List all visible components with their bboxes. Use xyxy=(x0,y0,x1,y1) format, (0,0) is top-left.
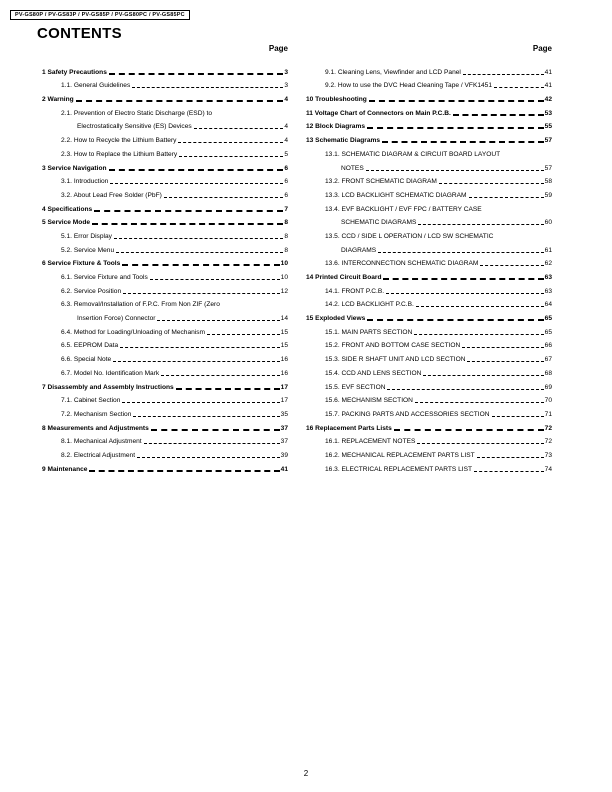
dot-leader xyxy=(110,183,283,184)
dot-leader xyxy=(109,169,284,171)
toc-entry[interactable] xyxy=(42,405,288,419)
toc-entry-title: 16.2. MECHANICAL REPLACEMENT PARTS LIST xyxy=(325,451,475,459)
toc-entry-page: 16 xyxy=(280,356,288,364)
toc-entry-page: 74 xyxy=(544,465,552,473)
toc-entry[interactable] xyxy=(42,460,288,474)
dot-leader xyxy=(207,334,280,335)
dot-leader xyxy=(144,443,280,444)
toc-entry-page: 41 xyxy=(280,465,288,473)
toc-entry[interactable] xyxy=(42,419,288,433)
toc-entry-page: 16 xyxy=(280,369,288,377)
toc-entry[interactable] xyxy=(306,131,552,145)
toc-entry-title: SCHEMATIC DIAGRAMS xyxy=(341,219,417,227)
toc-entry[interactable] xyxy=(306,419,552,433)
toc-entry-title: 3.2. About Lead Free Solder (PbF) xyxy=(61,191,162,199)
toc-entry[interactable] xyxy=(306,77,552,91)
toc-entry[interactable] xyxy=(42,104,288,118)
toc-entry[interactable] xyxy=(42,378,288,392)
toc-entry-page: 66 xyxy=(544,342,552,350)
toc-entry-title: 15.4. CCD AND LENS SECTION xyxy=(325,369,422,377)
dot-leader xyxy=(492,416,544,417)
dot-leader xyxy=(387,389,543,390)
toc-entry-page: 3 xyxy=(284,68,288,76)
toc-entry-title: 1 Safety Precautions xyxy=(42,68,107,76)
dot-leader xyxy=(439,183,544,184)
toc-entry-page: 60 xyxy=(544,219,552,227)
dot-leader xyxy=(113,361,279,362)
toc-entry[interactable] xyxy=(42,131,288,145)
toc-entry-title: 15.5. EVF SECTION xyxy=(325,383,386,391)
toc-entry-title: 7.2. Mechanism Section xyxy=(61,410,132,418)
dot-leader xyxy=(477,457,544,458)
toc-entry-page: 6 xyxy=(284,164,288,172)
toc-entry-title: 5.2. Service Menu xyxy=(61,246,115,254)
toc-entry-page: 59 xyxy=(544,191,552,199)
dot-leader xyxy=(161,375,279,376)
toc-right-column xyxy=(306,44,552,474)
toc-entry[interactable] xyxy=(306,433,552,447)
toc-entry-title: 7.1. Cabinet Section xyxy=(61,397,121,405)
toc-entry-page: 72 xyxy=(544,424,552,432)
toc-entry[interactable] xyxy=(306,364,552,378)
toc-entry-page: 8 xyxy=(284,246,288,254)
toc-entry-page: 39 xyxy=(280,451,288,459)
toc-entry-page: 63 xyxy=(544,274,552,281)
toc-entry[interactable] xyxy=(306,173,552,187)
dot-leader xyxy=(122,264,279,266)
dot-leader xyxy=(453,114,544,116)
toc-entry[interactable] xyxy=(42,268,288,282)
dot-leader xyxy=(89,470,279,472)
toc-entry[interactable] xyxy=(42,392,288,406)
dot-leader xyxy=(76,100,284,102)
toc-entry[interactable] xyxy=(306,282,552,296)
toc-entry-page: 8 xyxy=(284,219,288,227)
toc-entry-page: 37 xyxy=(280,424,288,432)
toc-entry-title: 8 Measurements and Adjustments xyxy=(42,424,149,432)
toc-entry[interactable] xyxy=(306,214,552,228)
toc-entry-title: 9.1. Cleaning Lens, Viewfinder and LCD Panel xyxy=(325,68,461,76)
toc-entry-title: 15.3. SIDE R SHAFT UNIT AND LCD SECTION xyxy=(325,356,466,364)
toc-entry[interactable] xyxy=(306,350,552,364)
toc-entry-title: 6.6. Special Note xyxy=(61,356,112,364)
toc-entry-title: 5.1. Error Display xyxy=(61,232,112,240)
dot-leader xyxy=(416,306,544,307)
toc-entry-title: 13.6. INTERCONNECTION SCHEMATIC DIAGRAM xyxy=(325,260,479,268)
toc-entry-page: 17 xyxy=(280,397,288,405)
toc-entry-title: 14.1. FRONT P.C.B. xyxy=(325,287,385,295)
toc-entry[interactable] xyxy=(42,186,288,200)
toc-entry-page: 10 xyxy=(280,260,288,268)
toc-entry-title: 16.3. ELECTRICAL REPLACEMENT PARTS LIST xyxy=(325,465,473,473)
toc-entry-title: 15.2. FRONT AND BOTTOM CASE SECTION xyxy=(325,342,461,350)
toc-entry[interactable] xyxy=(42,350,288,364)
toc-right-entries xyxy=(306,63,552,474)
dot-leader xyxy=(369,100,544,102)
dot-leader xyxy=(178,142,283,143)
toc-entry[interactable] xyxy=(42,364,288,378)
toc-entry-title: 6.2. Service Position xyxy=(61,287,122,295)
toc-entry-title: 14 Printed Circuit Board xyxy=(306,274,382,281)
toc-entry-page: 62 xyxy=(544,260,552,268)
dot-leader xyxy=(418,224,543,225)
toc-entry-title: 6.1. Service Fixture and Tools xyxy=(61,274,148,281)
toc-entry-title: 16 Replacement Parts Lists xyxy=(306,424,392,432)
toc-entry[interactable] xyxy=(42,145,288,159)
dot-leader xyxy=(120,347,279,348)
toc-entry[interactable] xyxy=(306,186,552,200)
toc-entry[interactable] xyxy=(306,309,552,323)
page-number: 2 xyxy=(303,769,309,778)
dot-leader xyxy=(92,223,283,225)
toc-entry-page: 14 xyxy=(280,315,288,323)
toc-entry-page: 61 xyxy=(544,246,552,254)
toc-entry-title: 13.1. SCHEMATIC DIAGRAM & CIRCUIT BOARD LAYOUT xyxy=(325,150,501,158)
page-column-header-left: Page xyxy=(268,44,288,53)
toc-entry-page: 7 xyxy=(284,205,288,213)
toc-entry-page: 37 xyxy=(280,438,288,446)
toc-entry[interactable] xyxy=(306,118,552,132)
toc-entry-title: 10 Troubleshooting xyxy=(306,96,367,104)
toc-entry[interactable] xyxy=(42,446,288,460)
toc-entry[interactable] xyxy=(306,159,552,173)
toc-entry-page: 57 xyxy=(544,137,552,145)
toc-entry[interactable] xyxy=(42,77,288,91)
toc-entry-page: 72 xyxy=(544,438,552,446)
toc-entry[interactable] xyxy=(42,337,288,351)
dot-leader xyxy=(151,429,280,431)
toc-entry-title: 9.2. How to use the DVC Head Cleaning Tape / VFK1451 xyxy=(325,82,493,90)
dot-leader xyxy=(179,156,283,157)
toc-entry-page: 4 xyxy=(284,123,288,131)
toc-entry-title: 6 Service Fixture & Tools xyxy=(42,260,121,268)
toc-entry-title: 11 Voltage Chart of Connectors on Main P.C.B. xyxy=(306,109,451,117)
dot-leader xyxy=(176,388,280,390)
toc-entry-page: 17 xyxy=(280,383,288,391)
toc-entry[interactable] xyxy=(306,63,552,77)
toc-entry-page: 10 xyxy=(280,274,288,281)
toc-entry-title: 12 Block Diagrams xyxy=(306,123,366,131)
dot-leader xyxy=(494,87,544,88)
toc-entry-title: Electrostatically Sensitive (ES) Devices xyxy=(77,123,192,131)
toc-entry-title: DIAGRAMS xyxy=(341,246,377,254)
toc-entry-title: 8.2. Electrical Adjustment xyxy=(61,451,136,459)
toc-entry[interactable] xyxy=(306,460,552,474)
dot-leader xyxy=(467,361,543,362)
toc-entry-page: 70 xyxy=(544,397,552,405)
dot-leader xyxy=(132,87,283,88)
toc-entry-page: 4 xyxy=(284,137,288,145)
toc-entry-title: 3.1. Introduction xyxy=(61,178,109,186)
toc-entry[interactable] xyxy=(42,323,288,337)
toc-entry[interactable] xyxy=(306,446,552,460)
toc-entry[interactable] xyxy=(306,255,552,269)
toc-entry[interactable] xyxy=(306,337,552,351)
toc-entry-title: 2.2. How to Recycle the Lithium Battery xyxy=(61,137,177,145)
toc-entry-page: 69 xyxy=(544,383,552,391)
toc-entry[interactable] xyxy=(306,392,552,406)
dot-leader xyxy=(394,429,544,431)
toc-entry[interactable] xyxy=(306,241,552,255)
toc-entry-title: 2.3. How to Replace the Lithium Battery xyxy=(61,150,178,158)
toc-entry[interactable] xyxy=(306,323,552,337)
toc-entry-page: 6 xyxy=(284,191,288,199)
toc-left-column xyxy=(42,44,288,474)
toc-entry-title: 8.1. Mechanical Adjustment xyxy=(61,438,142,446)
toc-entry[interactable] xyxy=(306,296,552,310)
toc-entry-title: 2 Warning xyxy=(42,96,74,104)
toc-entry-title: 15.1. MAIN PARTS SECTION xyxy=(325,328,413,336)
toc-entry-page: 55 xyxy=(544,123,552,131)
toc-entry-page: 63 xyxy=(544,287,552,295)
toc-entry-page: 12 xyxy=(280,287,288,295)
toc-entry-title: 1.1. General Guidelines xyxy=(61,82,131,90)
dot-leader xyxy=(414,334,543,335)
toc-entry-title: 13.3. LCD BACKLIGHT SCHEMATIC DIAGRAM xyxy=(325,191,467,199)
toc-entry[interactable] xyxy=(306,268,552,282)
toc-entry-page: 3 xyxy=(284,82,288,90)
toc-entry-page: 15 xyxy=(280,328,288,336)
dot-leader xyxy=(378,252,543,253)
dot-leader xyxy=(133,416,279,417)
toc-entry-title: 5 Service Mode xyxy=(42,219,91,227)
dot-leader xyxy=(462,347,543,348)
toc-entry-page: 4 xyxy=(284,96,288,104)
toc-entry-title: 15.7. PACKING PARTS AND ACCESSORIES SECTION xyxy=(325,410,490,418)
toc-entry-page: 67 xyxy=(544,356,552,364)
dot-leader xyxy=(137,457,280,458)
page-column-header-right: Page xyxy=(532,44,552,53)
dot-leader xyxy=(194,128,284,129)
toc-entry-title: 3 Service Navigation xyxy=(42,164,107,172)
toc-entry-title: 13 Schematic Diagrams xyxy=(306,137,381,145)
toc-entry-title: 14.2. LCD BACKLIGHT P.C.B. xyxy=(325,301,414,309)
dot-leader xyxy=(150,279,280,280)
toc-entry[interactable] xyxy=(42,200,288,214)
toc-entry-title: 16.1. REPLACEMENT NOTES xyxy=(325,438,416,446)
toc-entry[interactable] xyxy=(42,63,288,77)
toc-entry-title: 13.2. FRONT SCHEMATIC DIAGRAM xyxy=(325,178,437,186)
model-numbers-box: PV-GS80P / PV-GS83P / PV-GS85P / PV-GS80PC / PV-GS85PC xyxy=(10,10,190,20)
toc-entry-title: 7 Disassembly and Assembly Instructions xyxy=(42,383,174,391)
toc-entry-title: Insertion Force) Connector xyxy=(77,315,156,323)
toc-entry[interactable] xyxy=(42,433,288,447)
toc-entry-page: 65 xyxy=(544,328,552,336)
dot-leader xyxy=(423,375,543,376)
toc-entry-title: 15 Exploded Views xyxy=(306,315,366,323)
toc-entry-page: 68 xyxy=(544,369,552,377)
dot-leader xyxy=(123,293,280,294)
toc-entry-title: 6.4. Method for Loading/Unloading of Mechanism xyxy=(61,328,206,336)
toc-entry[interactable] xyxy=(306,90,552,104)
dot-leader xyxy=(116,252,283,253)
toc-entry[interactable] xyxy=(42,296,288,310)
toc-entry[interactable] xyxy=(42,159,288,173)
toc-entry-title: 13.4. EVF BACKLIGHT / EVF FPC / BATTERY CASE xyxy=(325,205,482,213)
toc-entry-page: 5 xyxy=(284,150,288,158)
toc-entry-page: 64 xyxy=(544,301,552,309)
dot-leader xyxy=(367,127,544,129)
toc-entry[interactable] xyxy=(306,145,552,159)
toc-entry[interactable] xyxy=(42,173,288,187)
page-title: CONTENTS xyxy=(37,25,122,42)
toc-entry-title: 15.6. MECHANISM SECTION xyxy=(325,397,413,405)
dot-leader xyxy=(415,402,544,403)
dot-leader xyxy=(382,141,544,143)
dot-leader xyxy=(417,443,543,444)
dot-leader xyxy=(109,73,283,75)
toc-entry[interactable] xyxy=(306,405,552,419)
toc-entry-title: 6.3. Removal/Installation of F.P.C. From Non ZIF (Zero xyxy=(61,301,220,309)
toc-entry[interactable] xyxy=(42,241,288,255)
toc-entry-page: 41 xyxy=(544,82,552,90)
toc-entry-page: 8 xyxy=(284,232,288,240)
toc-entry-title: 6.7. Model No. Identification Mark xyxy=(61,369,160,377)
dot-leader xyxy=(367,319,543,321)
toc-entry-page: 53 xyxy=(544,109,552,117)
dot-leader xyxy=(474,471,544,472)
dot-leader xyxy=(114,238,283,239)
toc-entry-page: 71 xyxy=(544,410,552,418)
toc-entry[interactable] xyxy=(42,309,288,323)
toc-entry-page: 35 xyxy=(280,410,288,418)
toc-entry[interactable] xyxy=(42,227,288,241)
toc-entry[interactable] xyxy=(306,227,552,241)
toc-entry-page: 73 xyxy=(544,451,552,459)
dot-leader xyxy=(480,265,543,266)
toc-entry[interactable] xyxy=(306,378,552,392)
dot-leader xyxy=(157,320,279,321)
toc-entry[interactable] xyxy=(42,282,288,296)
toc-entry-title: 2.1. Prevention of Electro Static Discharge (ESD) to xyxy=(61,109,212,117)
toc-entry[interactable] xyxy=(42,255,288,269)
toc-entry-page: 57 xyxy=(544,164,552,172)
toc-entry[interactable] xyxy=(42,90,288,104)
toc-entry-title: 4 Specifications xyxy=(42,205,93,213)
dot-leader xyxy=(383,278,543,280)
dot-leader xyxy=(463,74,544,75)
toc-entry-page: 58 xyxy=(544,178,552,186)
toc-entry-page: 15 xyxy=(280,342,288,350)
dot-leader xyxy=(366,170,544,171)
dot-leader xyxy=(94,210,283,212)
dot-leader xyxy=(122,402,279,403)
toc-entry[interactable] xyxy=(42,214,288,228)
dot-leader xyxy=(164,197,284,198)
toc-entry[interactable] xyxy=(306,104,552,118)
toc-entry[interactable] xyxy=(42,118,288,132)
toc-entry-page: 41 xyxy=(544,68,552,76)
toc-entry[interactable] xyxy=(306,200,552,214)
toc-left-entries xyxy=(42,63,288,474)
toc-entry-title: 9 Maintenance xyxy=(42,465,88,473)
toc-entry-title: 6.5. EEPROM Data xyxy=(61,342,119,350)
toc-entry-title: 13.5. CCD / SIDE L OPERATION / LCD SW SCHEMATIC xyxy=(325,232,494,240)
dot-leader xyxy=(469,197,544,198)
toc-entry-title: NOTES xyxy=(341,164,364,172)
toc-entry-page: 42 xyxy=(544,96,552,104)
toc-entry-page: 6 xyxy=(284,178,288,186)
dot-leader xyxy=(386,293,544,294)
toc-entry-page: 65 xyxy=(544,315,552,323)
